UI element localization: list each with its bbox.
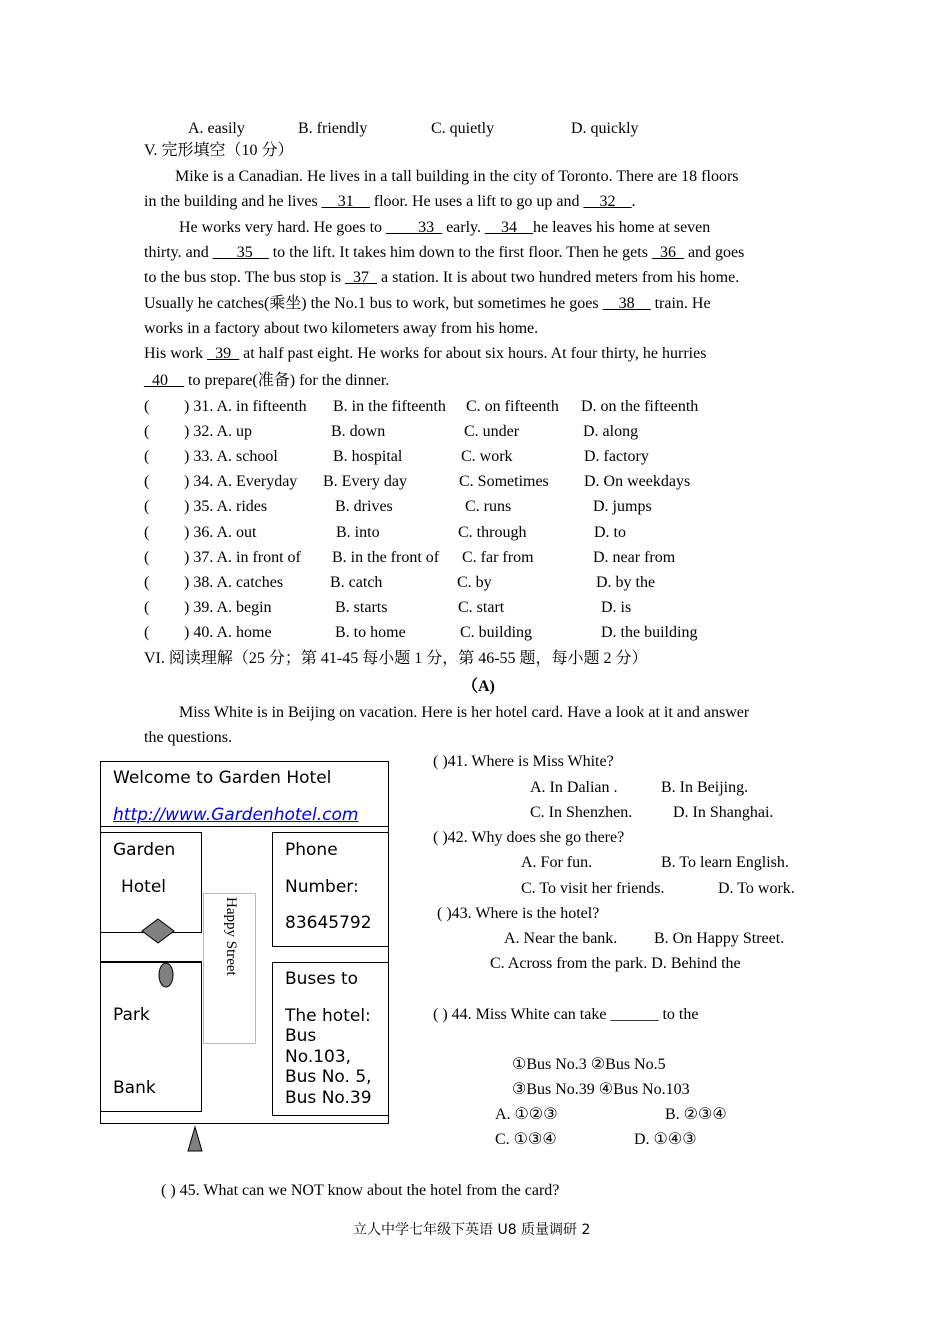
blank-38: __38__ <box>602 295 651 312</box>
question-option-d: D. near from <box>593 548 676 566</box>
question-stem-option-a: ) 32. A. up <box>184 423 252 441</box>
buses-label: Buses to <box>285 969 359 989</box>
blank-32: __32__ <box>583 193 632 210</box>
cloze-line: to the bus stop. The bus stop is _37_ a station. It is about two hundred meters from his home. <box>144 269 740 286</box>
reading-intro: Miss White is in Beijing on vacation. Here is her hotel card. Have a look at it and answer <box>179 704 750 721</box>
card-divider <box>100 826 389 827</box>
q44-option-a: A. ①②③ <box>495 1106 558 1123</box>
section-5-title: V. 完形填空（10 分） <box>144 142 294 159</box>
prev-option-b: B. friendly <box>298 120 368 137</box>
q42-option-b: B. To learn English. <box>661 854 789 871</box>
card-url-link[interactable]: http://www.Gardenhotel.com <box>113 805 359 825</box>
question-44: ( ) 44. Miss White can take ______ to the <box>433 1006 699 1023</box>
q44-bus-options: ③Bus No.39 ④Bus No.103 <box>512 1081 690 1098</box>
question-option-c: C. by <box>457 573 492 591</box>
card-welcome: Welcome to Garden Hotel <box>113 768 332 788</box>
buses-label: The hotel: <box>285 1006 371 1026</box>
cloze-line: Mike is a Canadian. He lives in a tall building in the city of Toronto. There are 18 floors <box>175 168 739 185</box>
question-option-d: D. jumps <box>593 498 652 516</box>
question-option-c: C. on fifteenth <box>466 398 559 415</box>
blank-36: _36_ <box>651 244 684 261</box>
question-stem-option-a: ) 39. A. begin <box>184 598 272 616</box>
question-paren: ( <box>144 448 150 466</box>
question-stem-option-a: ) 38. A. catches <box>184 573 284 591</box>
question-option-c: C. building <box>460 623 533 641</box>
cloze-line: in the building and he lives __31__ floor. He uses a lift to go up and __32__. <box>144 193 636 210</box>
section-6-title: VI. 阅读理解（25 分；第 41-45 每小题 1 分，第 46-55 题，每小题 2 分） <box>144 650 648 667</box>
question-option-c: C. under <box>464 423 520 441</box>
question-stem-option-a: ) 31. A. in fifteenth <box>184 398 307 415</box>
q44-bus-options: ①Bus No.3 ②Bus No.5 <box>512 1056 666 1073</box>
cloze-line: Usually he catches(乘坐) the No.1 bus to work, but sometimes he goes __38__ train. He <box>144 295 711 312</box>
question-option-d: D. is <box>601 598 632 616</box>
prev-option-c: C. quietly <box>431 120 495 137</box>
page-footer: 立人中学七年级下英语 U8 质量调研 2 <box>353 1222 591 1238</box>
buses-label: No.103, <box>285 1047 352 1067</box>
happy-street-label: Happy Street <box>223 897 239 976</box>
blank-31: __31__ <box>321 193 370 210</box>
prev-option-d: D. quickly <box>571 120 639 137</box>
question-stem-option-a: ) 34. A. Everyday <box>184 473 298 491</box>
q43-option-a: A. Near the bank. <box>504 930 618 947</box>
hotel-diamond-icon <box>140 917 176 945</box>
blank-35: ___35__ <box>212 244 269 261</box>
phone-number: 83645792 <box>285 913 372 933</box>
phone-label: Phone <box>285 840 338 860</box>
subsection-a-title: （A) <box>462 678 495 695</box>
q44-option-c: C. ①③④ <box>495 1131 557 1148</box>
question-option-c: C. work <box>461 448 513 466</box>
cloze-line: thirty. and ___35__ to the lift. It takes him down to the first floor. Then he gets _36_ and goes <box>144 244 745 261</box>
q41-option-a: A. In Dalian . <box>530 779 618 796</box>
question-45: ( ) 45. What can we NOT know about the hotel from the card? <box>161 1182 560 1199</box>
question-option-b: B. down <box>331 423 386 441</box>
q44-option-b: B. ②③④ <box>665 1106 727 1123</box>
question-option-b: B. in the front of <box>332 548 440 566</box>
q42-option-d: D. To work. <box>718 880 795 897</box>
question-paren: ( <box>144 423 150 441</box>
question-paren: ( <box>144 573 150 591</box>
question-option-d: D. by the <box>596 573 656 591</box>
question-42: ( )42. Why does she go there? <box>433 829 625 846</box>
question-stem-option-a: ) 35. A. rides <box>184 498 268 516</box>
question-paren: ( <box>144 473 150 491</box>
question-43: ( )43. Where is the hotel? <box>437 905 600 922</box>
question-option-c: C. far from <box>462 548 534 566</box>
question-option-b: B. hospital <box>333 448 403 466</box>
question-stem-option-a: ) 37. A. in front of <box>184 548 301 566</box>
blank-33: ____33_ <box>386 219 443 236</box>
question-option-b: B. catch <box>330 573 383 591</box>
triangle-marker-icon <box>185 1125 205 1153</box>
reading-intro: the questions. <box>144 729 232 746</box>
question-paren: ( <box>144 598 150 616</box>
question-option-d: D. on the fifteenth <box>581 398 699 415</box>
q41-option-c: C. In Shenzhen. <box>530 804 633 821</box>
q41-option-b: B. In Beijing. <box>661 779 749 796</box>
buses-label: Bus <box>285 1026 317 1046</box>
question-option-d: D. On weekdays <box>584 473 691 491</box>
phone-label: Number: <box>285 877 359 897</box>
question-paren: ( <box>144 623 150 641</box>
question-option-b: B. starts <box>335 598 388 616</box>
prev-option-a: A. easily <box>188 120 245 137</box>
park-label: Park <box>113 1005 150 1025</box>
question-option-d: D. along <box>583 423 639 441</box>
question-41: ( )41. Where is Miss White? <box>433 753 614 770</box>
question-paren: ( <box>144 548 150 566</box>
cloze-line: He works very hard. He goes to ____33_ early. __34__he leaves his home at seven <box>179 219 711 236</box>
blank-39: _39_ <box>207 345 240 362</box>
hotel-label: Hotel <box>121 877 167 897</box>
cloze-line: His work _39_ at half past eight. He works for about six hours. At four thirty, he hurries <box>144 345 707 362</box>
q42-option-a: A. For fun. <box>521 854 593 871</box>
cloze-line: _40__ to prepare(准备) for the dinner. <box>144 372 390 389</box>
question-stem-option-a: ) 40. A. home <box>184 623 272 641</box>
blank-40: _40__ <box>144 372 184 389</box>
question-stem-option-a: ) 33. A. school <box>184 448 278 466</box>
question-paren: ( <box>144 523 150 541</box>
question-option-b: B. into <box>336 523 380 541</box>
question-option-c: C. Sometimes <box>459 473 549 491</box>
q43-option-b: B. On Happy Street. <box>654 930 785 947</box>
q42-option-c: C. To visit her friends. <box>521 880 665 897</box>
question-option-b: B. to home <box>335 623 406 641</box>
bank-label: Bank <box>113 1078 156 1098</box>
q41-option-d: D. In Shanghai. <box>673 804 774 821</box>
question-option-c: C. start <box>458 598 505 616</box>
blank-37: _37_ <box>345 269 378 286</box>
question-option-b: B. drives <box>335 498 393 516</box>
question-option-c: C. through <box>458 523 527 541</box>
question-option-d: D. to <box>594 523 626 541</box>
question-paren: ( <box>144 498 150 516</box>
blank-34: __34__ <box>485 219 533 236</box>
q44-option-d: D. ①④③ <box>634 1131 697 1148</box>
q43-option-cd: C. Across from the park. D. Behind the <box>490 955 741 972</box>
buses-label: Bus No.39 <box>285 1088 372 1108</box>
cloze-line: works in a factory about two kilometers away from his home. <box>144 320 539 337</box>
question-option-d: D. the building <box>601 623 698 641</box>
question-option-b: B. in the fifteenth <box>333 398 446 415</box>
buses-label: Bus No. 5, <box>285 1067 372 1087</box>
garden-label: Garden <box>113 840 176 860</box>
question-option-b: B. Every day <box>323 473 407 491</box>
question-option-d: D. factory <box>584 448 649 466</box>
question-option-c: C. runs <box>465 498 512 516</box>
question-stem-option-a: ) 36. A. out <box>184 523 257 541</box>
question-paren: ( <box>144 398 150 415</box>
